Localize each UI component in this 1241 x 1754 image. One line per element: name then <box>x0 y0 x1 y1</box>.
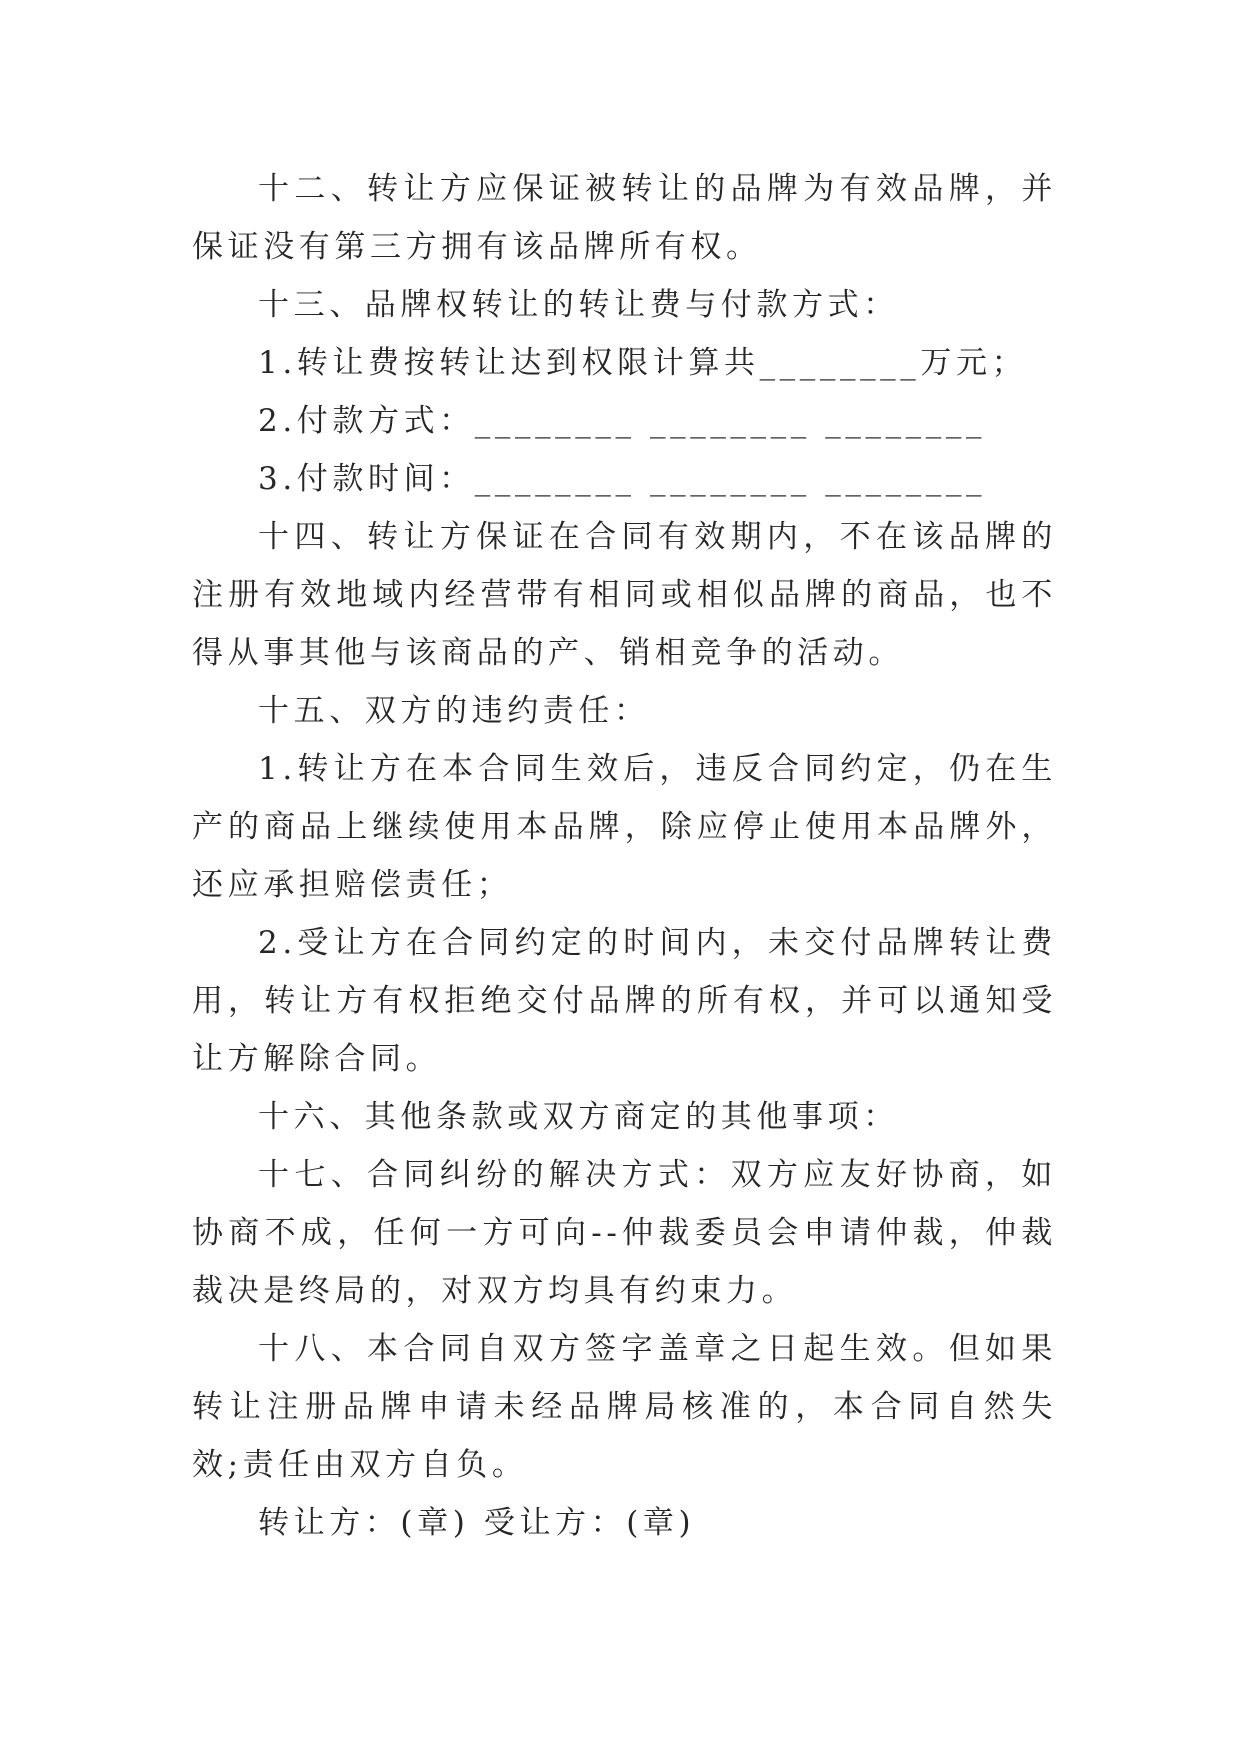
clause-15-item-2: 2.受让方在合同约定的时间内，未交付品牌转让费用，转让方有权拒绝交付品牌的所有权，并可以通知受让方解除合同。 <box>192 925 1057 1077</box>
clause-13-item-1: 1.转让费按转让达到权限计算共________万元； <box>258 345 1028 381</box>
clause-17: 十七、合同纠纷的解决方式：双方应友好协商，如协商不成，任何一方可向--仲裁委员会申请仲裁，仲裁裁决是终局的，对双方均具有约束力。 <box>192 1157 1057 1309</box>
clause-16: 十六、其他条款或双方商定的其他事项： <box>258 1099 899 1135</box>
clause-15-heading: 十五、双方的违约责任： <box>258 693 650 729</box>
clause-15-item-1: 1.转让方在本合同生效后，违反合同约定，仍在生产的商品上继续使用本品牌，除应停止使用本品牌外，还应承担赔偿责任； <box>192 751 1057 903</box>
clause-13-item-2: 2.付款方式：________ ________ ________ <box>258 403 987 439</box>
clause-13-heading: 十三、品牌权转让的转让费与付款方式： <box>258 287 899 323</box>
clause-14: 十四、转让方保证在合同有效期内，不在该品牌的注册有效地域内经营带有相同或相似品牌的商品，也不得从事其他与该商品的产、销相竞争的活动。 <box>192 519 1057 671</box>
clause-13-item-3: 3.付款时间：________ ________ ________ <box>258 461 987 497</box>
signature-line: 转让方：(章) 受让方：(章) <box>258 1505 696 1541</box>
clause-18: 十八、本合同自双方签字盖章之日起生效。但如果转让注册品牌申请未经品牌局核准的，本合同自然失效;责任由双方自负。 <box>192 1331 1057 1483</box>
contract-body <box>192 160 1057 1552</box>
clause-12: 十二、转让方应保证被转让的品牌为有效品牌，并保证没有第三方拥有该品牌所有权。 <box>192 171 1057 265</box>
